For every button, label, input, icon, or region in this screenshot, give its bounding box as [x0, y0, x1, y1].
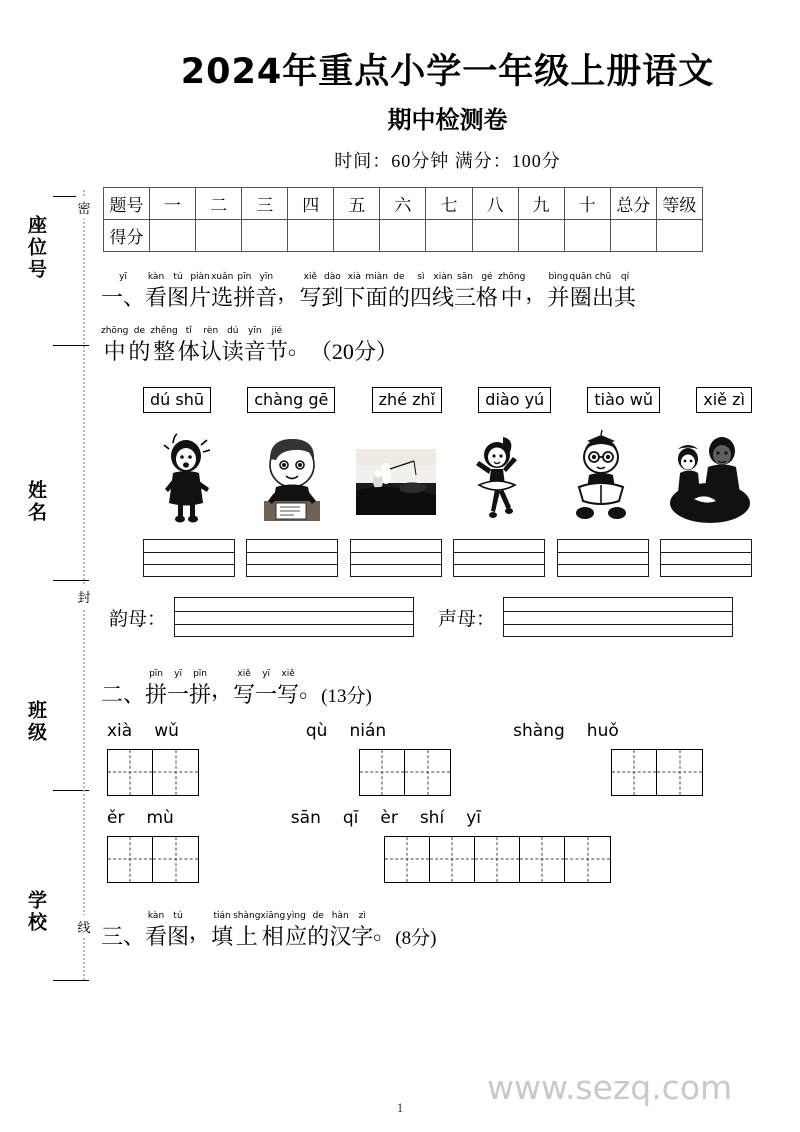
- ruby-char: [351, 910, 373, 951]
- ruby-char: [365, 271, 388, 312]
- score-col-9: 九: [518, 188, 564, 220]
- pinyin-choice-6[interactable]: xiě zì: [696, 387, 752, 413]
- question-3-number: 三、: [101, 923, 146, 949]
- ruby-char: [211, 271, 233, 312]
- tianzige-cell[interactable]: [153, 837, 198, 882]
- score-cell[interactable]: [656, 220, 702, 252]
- question-3-text: [145, 905, 395, 951]
- pinyin: miàn: [365, 272, 388, 283]
- hanzi: 出: [592, 285, 615, 311]
- score-table-row-label: 题号: [104, 188, 150, 220]
- pinyin: rèn: [203, 325, 219, 336]
- four-line-box-5[interactable]: [557, 539, 649, 577]
- score-cell[interactable]: [610, 220, 656, 252]
- score-cell[interactable]: [288, 220, 334, 252]
- page-title: 2024年重点小学一年级上册语文: [180, 52, 715, 92]
- ruby-char: [373, 905, 395, 946]
- ruby-char: [167, 910, 189, 951]
- pinyin: yīn: [248, 325, 262, 336]
- hanzi: 写: [299, 285, 322, 311]
- pinyin: chū: [594, 272, 612, 283]
- hanzi: 圈: [569, 285, 592, 311]
- hanzi: 一: [255, 682, 278, 708]
- score-col-grade: 等级: [656, 188, 702, 220]
- pinyin-choice-row: [143, 387, 752, 413]
- ruby-char: [410, 271, 432, 312]
- pinyin: xiě: [281, 669, 295, 680]
- ruby-char: [244, 325, 266, 366]
- ruby-char: [145, 668, 167, 709]
- ruby-char: [200, 325, 222, 366]
- hanzi: 音: [255, 285, 278, 311]
- picture-paper-folding: [660, 429, 752, 529]
- pinyin-syllable: wǔ: [154, 720, 179, 741]
- site-watermark: www.sezq.com: [487, 1068, 733, 1107]
- hanzi: 格: [475, 285, 498, 311]
- picture-row: [143, 429, 752, 529]
- pinyin: hàn: [331, 910, 349, 921]
- ruby-char: [266, 325, 288, 366]
- ruby-char: [189, 668, 211, 709]
- pinyin: xuǎn: [211, 272, 234, 283]
- hanzi: 整: [153, 338, 176, 364]
- pinyin: de: [312, 910, 324, 921]
- ruby-char: [592, 271, 614, 312]
- tianzige-cell[interactable]: [520, 837, 565, 882]
- pinyin: yī: [262, 669, 271, 680]
- pinyin-group: [107, 808, 196, 828]
- hanzi: 拼: [189, 682, 212, 708]
- page-number: 1: [396, 1100, 404, 1115]
- hanzi: 拼: [145, 682, 168, 708]
- pinyin-choice-2[interactable]: chàng gē: [247, 387, 335, 413]
- pinyin-syllable: yī: [466, 807, 481, 828]
- ruby-char: [285, 910, 307, 951]
- pinyin: sì: [417, 272, 425, 283]
- tianzige-cell[interactable]: [385, 837, 430, 882]
- ruby-char: [211, 663, 233, 704]
- score-col-8: 八: [472, 188, 518, 220]
- pinyin: zì: [358, 910, 366, 921]
- margin-rule: [53, 980, 89, 981]
- four-line-answer-row: [143, 539, 752, 577]
- score-cell[interactable]: [242, 220, 288, 252]
- finals-initials-row: [109, 597, 800, 637]
- score-cell[interactable]: [150, 220, 196, 252]
- hanzi: 的: [307, 923, 330, 949]
- pinyin: xià: [347, 272, 362, 283]
- tianzige-cell[interactable]: [360, 750, 405, 795]
- tianzige-grid[interactable]: [107, 836, 199, 883]
- pinyin: pīn: [193, 669, 208, 680]
- pinyin: xiàn: [433, 272, 453, 283]
- score-table-row-label: 得分: [104, 220, 150, 252]
- pinyin: zhōng: [497, 272, 526, 283]
- hanzi: 到: [321, 285, 344, 311]
- pinyin: xiě: [237, 669, 251, 680]
- score-cell[interactable]: [472, 220, 518, 252]
- tianzige-cell[interactable]: [405, 750, 450, 795]
- hanzi: 选: [211, 285, 234, 311]
- ruby-char: [388, 271, 410, 312]
- pinyin-choice-4[interactable]: diào yú: [478, 387, 551, 413]
- ruby-char: [307, 910, 329, 951]
- hanzi: 并: [547, 285, 570, 311]
- pinyin: yī: [174, 669, 182, 680]
- exam-meta-info: 时间：60分钟 满分：100分: [334, 151, 561, 172]
- question-2-body: [95, 721, 800, 883]
- hanzi: 下: [343, 285, 366, 311]
- tianzige-grid[interactable]: [611, 749, 703, 796]
- hanzi: 节: [265, 338, 288, 364]
- ruby-char: [277, 266, 299, 307]
- hanzi: 上: [235, 923, 258, 949]
- pinyin: shàng: [233, 910, 261, 921]
- hanzi: 。: [287, 333, 310, 359]
- pinyin: kàn: [147, 272, 165, 283]
- four-line-box-6[interactable]: [660, 539, 752, 577]
- score-cell[interactable]: [196, 220, 242, 252]
- ruby-char: [145, 910, 167, 951]
- hanzi: 中: [500, 285, 523, 311]
- pinyin: pīn: [149, 669, 163, 680]
- ruby-char: [454, 271, 476, 312]
- score-col-3: 三: [242, 188, 288, 220]
- score-cell[interactable]: [334, 220, 380, 252]
- pinyin: yìng: [286, 910, 306, 921]
- pinyin-syllable: èr: [380, 807, 398, 828]
- pinyin-syllable: shí: [419, 807, 445, 828]
- hanzi: 。: [299, 677, 322, 703]
- ruby-char: [288, 320, 310, 361]
- pinyin-group: [107, 721, 201, 741]
- ruby-char: [277, 668, 299, 709]
- hanzi: 的: [128, 338, 151, 364]
- margin-label-class: 班级: [25, 700, 46, 744]
- picture-dancing-girl: [453, 429, 545, 529]
- finals-label: 韵母：: [109, 608, 167, 630]
- hanzi: 音: [243, 338, 266, 364]
- hanzi: 认: [199, 338, 222, 364]
- tianzige-cell[interactable]: [612, 750, 657, 795]
- tianzige-cell[interactable]: [565, 837, 610, 882]
- ruby-char: [255, 271, 277, 312]
- ruby-char: [476, 271, 498, 312]
- finals-answer-box[interactable]: [174, 597, 414, 637]
- pinyin-choice-5[interactable]: tiào wǔ: [587, 387, 660, 413]
- pinyin-syllable: sān: [290, 807, 321, 828]
- pinyin-syllable: mù: [146, 807, 174, 828]
- score-table: [103, 187, 703, 252]
- ruby-char: [299, 663, 321, 704]
- pinyin-syllable: nián: [349, 720, 387, 741]
- ruby-char: [432, 271, 454, 312]
- pinyin-syllable: qī: [342, 807, 359, 828]
- pinyin: jié: [271, 325, 283, 336]
- four-line-box-2[interactable]: [246, 539, 338, 577]
- question-3-heading: [101, 905, 800, 951]
- picture-singing-girl: [143, 429, 235, 529]
- ruby-char: [260, 910, 285, 951]
- hanzi: ，: [525, 280, 548, 306]
- initials-answer-box[interactable]: [503, 597, 733, 637]
- pinyin-syllable: xià: [107, 720, 133, 741]
- score-col-4: 四: [288, 188, 334, 220]
- hanzi: 相: [261, 923, 284, 949]
- pinyin: tǐ: [185, 325, 192, 336]
- margin-label-seat-number: 座位号: [25, 215, 46, 281]
- ruby-char: [101, 271, 145, 312]
- hanzi: 汉: [329, 923, 352, 949]
- hanzi: 片: [189, 285, 212, 311]
- four-line-box-3[interactable]: [350, 539, 442, 577]
- hanzi: 字: [351, 923, 374, 949]
- hanzi: 四: [409, 285, 432, 311]
- pinyin: yī: [119, 272, 127, 283]
- page-subtitle: 期中检测卷: [387, 106, 508, 135]
- tianzige-grid[interactable]: [384, 836, 611, 883]
- pinyin-prompt-row-1: [107, 721, 800, 741]
- score-col-total: 总分: [610, 188, 656, 220]
- question-2-points: (13分): [321, 686, 372, 707]
- score-col-10: 十: [564, 188, 610, 220]
- tianzige-cell[interactable]: [657, 750, 702, 795]
- tianzige-cell[interactable]: [153, 750, 198, 795]
- pinyin-choice-3[interactable]: zhé zhǐ: [372, 387, 442, 413]
- ruby-char: [101, 325, 128, 366]
- hanzi: 写: [277, 682, 300, 708]
- seal-char-xian: 线: [76, 915, 92, 938]
- margin-label-name: 姓名: [25, 480, 46, 524]
- score-cell[interactable]: [564, 220, 610, 252]
- table-row-scores: [104, 220, 703, 252]
- hanzi: 面: [365, 285, 388, 311]
- ruby-char: [255, 668, 277, 709]
- ruby-char: [321, 271, 343, 312]
- pinyin: bìng: [548, 272, 569, 283]
- ruby-char: [167, 668, 189, 709]
- pinyin: tú: [173, 272, 183, 283]
- ruby-char: [299, 271, 321, 312]
- character-grid-row-2: [107, 836, 800, 883]
- hanzi: 应: [285, 923, 308, 949]
- hanzi: 一: [167, 682, 190, 708]
- hanzi: 读: [221, 338, 244, 364]
- pinyin: piàn: [190, 272, 210, 283]
- score-col-2: 二: [196, 188, 242, 220]
- pinyin: dú: [227, 325, 239, 336]
- pinyin-syllable: huǒ: [586, 720, 619, 741]
- ruby-char: [178, 325, 200, 366]
- ruby-char: [233, 271, 255, 312]
- hanzi: 图: [167, 923, 190, 949]
- hanzi: 看: [145, 285, 168, 311]
- pinyin-group: [306, 721, 408, 741]
- pinyin: de: [393, 272, 405, 283]
- score-col-5: 五: [334, 188, 380, 220]
- pinyin: xiě: [303, 272, 318, 283]
- ruby-char: [233, 668, 255, 709]
- tianzige-cell[interactable]: [430, 837, 475, 882]
- seal-char-feng: 封: [76, 585, 92, 608]
- pinyin-choice-1[interactable]: dú shū: [143, 387, 211, 413]
- hanzi: 拼: [233, 285, 256, 311]
- hanzi: 。: [373, 918, 396, 944]
- hanzi: ，: [211, 677, 234, 703]
- hanzi: 的: [387, 285, 410, 311]
- score-col-1: 一: [150, 188, 196, 220]
- picture-reading-boy: [557, 429, 649, 529]
- question-2-text: [145, 663, 321, 709]
- ruby-char: [167, 271, 189, 312]
- ruby-char: [343, 271, 365, 312]
- question-1-line-1: [101, 266, 800, 312]
- ruby-char: [128, 325, 150, 366]
- margin-label-school: 学校: [25, 890, 46, 934]
- ruby-char: [189, 271, 211, 312]
- question-3-points: (8分): [395, 927, 437, 949]
- table-row-header: [104, 188, 703, 220]
- hanzi: 看: [145, 923, 168, 949]
- hanzi: 三: [453, 285, 476, 311]
- question-1-line-2: [101, 320, 800, 366]
- character-grid-row-1: [107, 749, 800, 796]
- ruby-char: [150, 325, 177, 366]
- score-cell[interactable]: [426, 220, 472, 252]
- ruby-char: [211, 910, 233, 951]
- hanzi: 填: [211, 923, 234, 949]
- picture-writing-boy: [246, 429, 338, 529]
- pinyin: xiāng: [260, 910, 286, 921]
- pinyin-syllable: qù: [305, 720, 328, 741]
- pinyin: tián: [213, 910, 231, 921]
- question-2-number: 二、: [101, 682, 146, 708]
- picture-fishing-scene: [350, 429, 442, 529]
- pinyin: sān: [457, 272, 473, 283]
- score-col-6: 六: [380, 188, 426, 220]
- pinyin: kàn: [147, 910, 165, 921]
- pinyin: pīn: [237, 272, 252, 283]
- hanzi: 体: [177, 338, 200, 364]
- pinyin: yīn: [259, 272, 274, 283]
- pinyin-group: [513, 721, 641, 741]
- hanzi: 线: [431, 285, 454, 311]
- hanzi: 图: [167, 285, 190, 311]
- four-line-box-1[interactable]: [143, 539, 235, 577]
- score-cell[interactable]: [380, 220, 426, 252]
- ruby-char: [569, 271, 592, 312]
- score-cell[interactable]: [518, 220, 564, 252]
- question-1-text-line-1: [145, 266, 636, 312]
- pinyin: dào: [324, 272, 341, 283]
- ruby-char: [498, 271, 525, 312]
- pinyin: gé: [481, 272, 493, 283]
- hanzi: 其: [614, 285, 637, 311]
- question-1-points: （20分）: [309, 338, 398, 364]
- hanzi: 中: [103, 338, 126, 364]
- seal-char-mi: 密: [76, 196, 92, 219]
- ruby-char: [614, 271, 636, 312]
- question-2-heading: [101, 663, 800, 709]
- pinyin-syllable: shàng: [513, 720, 565, 741]
- pinyin: tú: [173, 910, 183, 921]
- hanzi: ，: [277, 280, 300, 306]
- hanzi: ，: [189, 918, 212, 944]
- ruby-char: [525, 266, 547, 307]
- ruby-char: [222, 325, 244, 366]
- pinyin-prompt-row-2: [107, 808, 800, 828]
- hanzi: 写: [233, 682, 256, 708]
- ruby-char: [233, 910, 260, 951]
- ruby-char: [547, 271, 569, 312]
- exam-page: [95, 0, 800, 1132]
- pinyin: quān: [569, 272, 593, 283]
- pinyin: zhěng: [150, 325, 178, 336]
- tianzige-cell[interactable]: [475, 837, 520, 882]
- question-1-text-line-2: [101, 320, 310, 366]
- pinyin-syllable: ěr: [107, 807, 125, 828]
- initials-label: 声母：: [438, 608, 496, 630]
- question-number: 一、: [101, 285, 146, 311]
- seal-margin-column: [0, 0, 95, 1132]
- score-col-7: 七: [426, 188, 472, 220]
- pinyin-group: [291, 808, 503, 828]
- pinyin: de: [133, 325, 145, 336]
- pinyin: qí: [620, 272, 630, 283]
- ruby-char: [329, 910, 351, 951]
- tianzige-grid[interactable]: [107, 749, 199, 796]
- tianzige-cell[interactable]: [108, 837, 153, 882]
- pinyin: zhōng: [101, 325, 129, 336]
- ruby-char: [145, 271, 167, 312]
- four-line-box-4[interactable]: [453, 539, 545, 577]
- tianzige-cell[interactable]: [108, 750, 153, 795]
- tianzige-grid[interactable]: [359, 749, 451, 796]
- ruby-char: [189, 905, 211, 946]
